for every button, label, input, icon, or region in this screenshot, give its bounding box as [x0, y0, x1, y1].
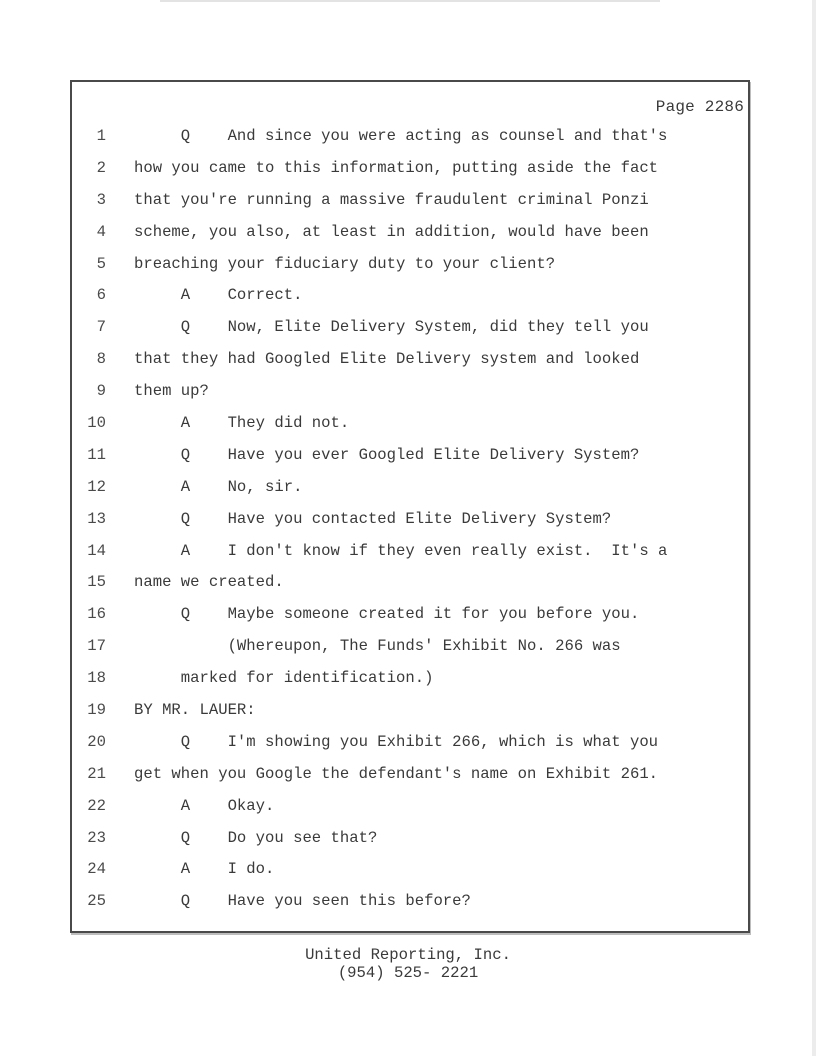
line-number: 9	[96, 382, 106, 401]
line-text: Q Have you ever Googled Elite Delivery System?	[134, 445, 640, 464]
transcript-line	[72, 376, 748, 408]
line-text: A Okay.	[134, 796, 275, 815]
line-number: 17	[87, 637, 106, 656]
line-number: 24	[87, 860, 106, 879]
transcript-line	[72, 312, 748, 344]
line-text: Q Have you seen this before?	[134, 892, 471, 911]
line-number: 16	[87, 605, 106, 624]
line-text: scheme, you also, at least in addition, would have been	[134, 222, 649, 241]
line-number: 25	[87, 892, 106, 911]
transcript-line	[72, 344, 748, 376]
transcript-line	[72, 121, 748, 153]
transcript-page-frame	[70, 80, 750, 933]
scan-artifact-line	[160, 0, 660, 2]
transcript-line	[72, 408, 748, 440]
line-number: 20	[87, 732, 106, 751]
line-text: Q Now, Elite Delivery System, did they tell you	[134, 318, 649, 337]
line-text: name we created.	[134, 573, 284, 592]
line-text: BY MR. LAUER:	[134, 701, 256, 720]
transcript-line	[72, 472, 748, 504]
line-text: A They did not.	[134, 414, 350, 433]
line-number: 11	[87, 445, 106, 464]
line-text: Q Maybe someone created it for you before you.	[134, 605, 640, 624]
transcript-line	[72, 854, 748, 886]
transcript-line	[72, 727, 748, 759]
reporter-footer	[0, 946, 816, 982]
line-number: 3	[96, 190, 106, 209]
transcript-lines	[72, 121, 748, 918]
line-number: 22	[87, 796, 106, 815]
line-number: 14	[87, 541, 106, 560]
line-number: 18	[87, 669, 106, 688]
line-text: that they had Googled Elite Delivery system and looked	[134, 350, 640, 369]
transcript-line	[72, 567, 748, 599]
footer-company: United Reporting, Inc.	[305, 946, 511, 964]
line-text: Q Do you see that?	[134, 828, 378, 847]
line-number: 1	[96, 127, 106, 145]
transcript-line	[72, 759, 748, 791]
line-number: 7	[96, 318, 106, 337]
line-text: how you came to this information, putting aside the fact	[134, 158, 659, 177]
transcript-line	[72, 536, 748, 568]
line-text: breaching your fiduciary duty to your client?	[134, 254, 556, 273]
transcript-line	[72, 185, 748, 217]
line-number: 23	[87, 828, 106, 847]
line-number: 2	[96, 158, 106, 177]
line-number: 13	[87, 509, 106, 528]
line-text: Q Have you contacted Elite Delivery System?	[134, 509, 612, 528]
line-text: A I don't know if they even really exist. It's a	[134, 541, 668, 560]
transcript-line	[72, 249, 748, 281]
line-number: 21	[87, 764, 106, 783]
line-number: 12	[87, 477, 106, 496]
line-text: (Whereupon, The Funds' Exhibit No. 266 was	[134, 637, 621, 656]
transcript-line	[72, 504, 748, 536]
line-text: Q I'm showing you Exhibit 266, which is what you	[134, 732, 659, 751]
transcript-line	[72, 280, 748, 312]
line-number: 15	[87, 573, 106, 592]
line-text: marked for identification.)	[134, 669, 434, 688]
line-number: 5	[96, 254, 106, 273]
line-text: A I do.	[134, 860, 275, 879]
transcript-line	[72, 440, 748, 472]
scan-edge-shadow	[812, 0, 816, 1056]
line-text: Q And since you were acting as counsel and that's	[134, 127, 668, 145]
line-text: A No, sir.	[134, 477, 303, 496]
page-number: Page 2286	[655, 98, 744, 116]
transcript-line	[72, 631, 748, 663]
line-number: 4	[96, 222, 106, 241]
transcript-line	[72, 886, 748, 918]
transcript-line	[72, 599, 748, 631]
line-text: get when you Google the defendant's name on Exhibit 261.	[134, 764, 659, 783]
transcript-line	[72, 153, 748, 185]
line-number: 19	[87, 701, 106, 720]
line-number: 8	[96, 350, 106, 369]
transcript-line	[72, 663, 748, 695]
footer-phone: (954) 525- 2221	[337, 964, 479, 982]
transcript-line	[72, 791, 748, 823]
line-number: 10	[87, 414, 106, 433]
line-number: 6	[96, 286, 106, 305]
transcript-line	[72, 823, 748, 855]
line-text: A Correct.	[134, 286, 303, 305]
transcript-line	[72, 217, 748, 249]
line-text: them up?	[134, 382, 209, 401]
line-text: that you're running a massive fraudulent criminal Ponzi	[134, 190, 649, 209]
transcript-line	[72, 695, 748, 727]
